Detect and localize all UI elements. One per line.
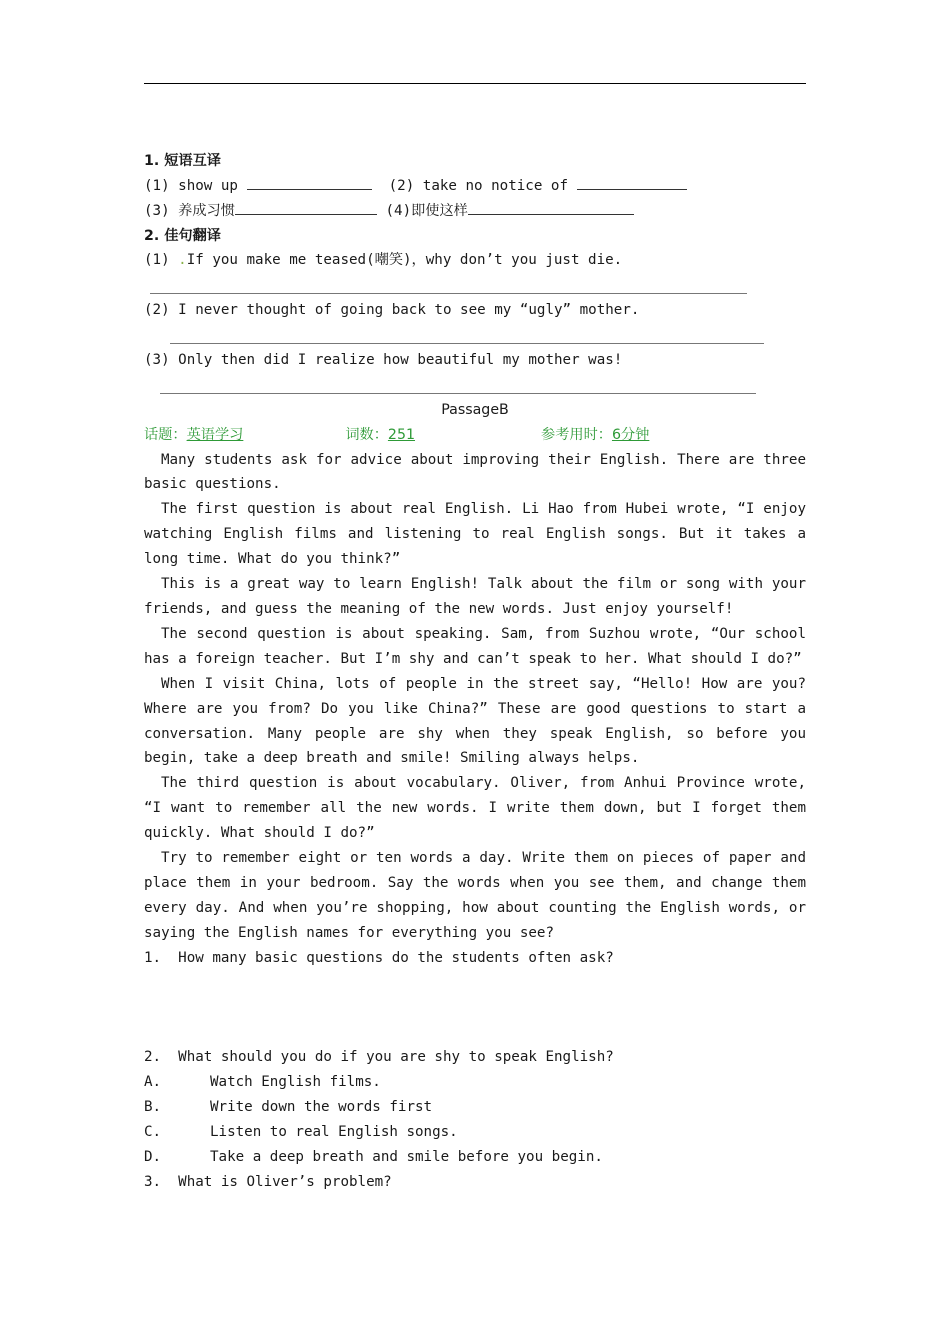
marker-dot-icon: . xyxy=(178,252,187,269)
option-label: B. xyxy=(144,1099,162,1116)
sentence-1 xyxy=(144,248,806,273)
question-3: 3. What is Oliver’s problem? xyxy=(144,1173,392,1190)
option-label: C. xyxy=(144,1123,162,1140)
sentence-num: (3) xyxy=(144,352,170,369)
header-rule xyxy=(144,83,806,84)
paragraph: The third question is about vocabulary. Oliver, from Anhui Province wrote, “I want to remember all the new words. I write them down, but I forget them quickly. What should I do?” xyxy=(144,775,806,842)
option-text: Listen to real English songs. xyxy=(210,1123,458,1140)
sentence-num: (1) xyxy=(144,252,170,269)
answer-blank[interactable] xyxy=(577,174,687,190)
paragraph: Try to remember eight or ten words a day. Write them on pieces of paper and place them in your bedroom. Say the words when you see them, and change them every day. And when you’re shopping, how about counting the English words, or saying the English names for everything you see? xyxy=(144,850,806,941)
answer-blank[interactable] xyxy=(247,174,372,190)
paragraph: When I visit China, lots of people in the street say, “Hello! How are you? Where are you from? Do you like China?” These are good questions to start a conversation. Many people are shy when they speak English, so before you begin, take a deep breath and smile! Smiling always helps. xyxy=(144,675,806,767)
answer-space xyxy=(144,323,806,348)
q1-options-row-3 xyxy=(144,1020,806,1045)
passage-meta xyxy=(144,423,806,448)
phrase-row-1 xyxy=(144,174,806,199)
phrase-num: (4) xyxy=(385,202,412,219)
answer-line-1[interactable] xyxy=(150,293,747,294)
answer-space xyxy=(144,273,806,298)
paragraph: Many students ask for advice about improving their English. There are three basic questions. xyxy=(144,451,806,493)
document-body xyxy=(144,124,806,1195)
sentence-text: I never thought of going back to see my “ugly” mother. xyxy=(178,302,640,319)
summary-line xyxy=(144,124,806,149)
q2-option-c[interactable] xyxy=(144,1120,806,1145)
phrase-row-2 xyxy=(144,199,806,224)
paragraph: This is a great way to learn English! Talk about the film or song with your friends, and guess the meaning of the new words. Just enjoy yourself! xyxy=(144,576,806,618)
paragraph: The first question is about real English. Li Hao from Hubei wrote, “I enjoy watching English films and listening to real English songs. But it takes a long time. What do you think?” xyxy=(144,501,806,568)
passage-text xyxy=(144,448,806,946)
answer-space xyxy=(144,373,806,398)
phrase-num: (1) xyxy=(144,177,170,194)
phrase-text: show up xyxy=(178,177,238,194)
words-value: 251 xyxy=(387,426,416,443)
phrase-text: 养成习惯 xyxy=(178,202,235,219)
passage-title: PassageB xyxy=(441,401,509,418)
words-label: 词数： xyxy=(345,426,388,443)
q2-option-d[interactable] xyxy=(144,1145,806,1170)
option-text: Take a deep breath and smile before you begin. xyxy=(210,1148,603,1165)
time-label: 参考用时： xyxy=(541,426,612,443)
topic-label: 话题： xyxy=(144,426,187,443)
topic-value: 英语学习 xyxy=(186,426,244,443)
question-1: 1. How many basic questions do the students often ask? xyxy=(144,949,614,966)
option-label: A. xyxy=(144,1074,162,1091)
answer-line-2[interactable] xyxy=(170,343,764,344)
option-label: D. xyxy=(144,1148,162,1165)
option-text: Watch English films. xyxy=(210,1074,381,1091)
q2-option-a[interactable] xyxy=(144,1070,806,1095)
sentence-3 xyxy=(144,348,806,373)
q1-options-row-2 xyxy=(144,995,806,1020)
answer-blank[interactable] xyxy=(468,199,634,215)
q1-options-row-1 xyxy=(144,971,806,996)
q2-option-b[interactable] xyxy=(144,1095,806,1120)
option-text: Write down the words first xyxy=(210,1099,433,1116)
phrase-num: (3) xyxy=(144,202,170,219)
answer-line-3[interactable] xyxy=(160,393,756,394)
answer-blank[interactable] xyxy=(235,199,377,215)
phrase-text: take no notice of xyxy=(422,177,568,194)
section2-title: 2. 佳句翻译 xyxy=(144,227,221,244)
section1-title: 1. 短语互译 xyxy=(144,152,221,169)
sentence-text: If you make me teased(嘲笑)，why don’t you just die. xyxy=(186,252,623,269)
sentence-num: (2) xyxy=(144,302,170,319)
sentence-2 xyxy=(144,298,806,323)
question-2: 2. What should you do if you are shy to speak English? xyxy=(144,1049,614,1066)
time-value: 6分钟 xyxy=(611,426,650,443)
phrase-text: 即使这样 xyxy=(411,202,468,219)
phrase-num: (2) xyxy=(388,177,415,194)
sentence-text: Only then did I realize how beautiful my mother was! xyxy=(178,352,623,369)
paragraph: The second question is about speaking. Sam, from Suzhou wrote, “Our school has a foreign teacher. But I’m shy and can’t speak to her. What should I do?” xyxy=(144,625,806,667)
